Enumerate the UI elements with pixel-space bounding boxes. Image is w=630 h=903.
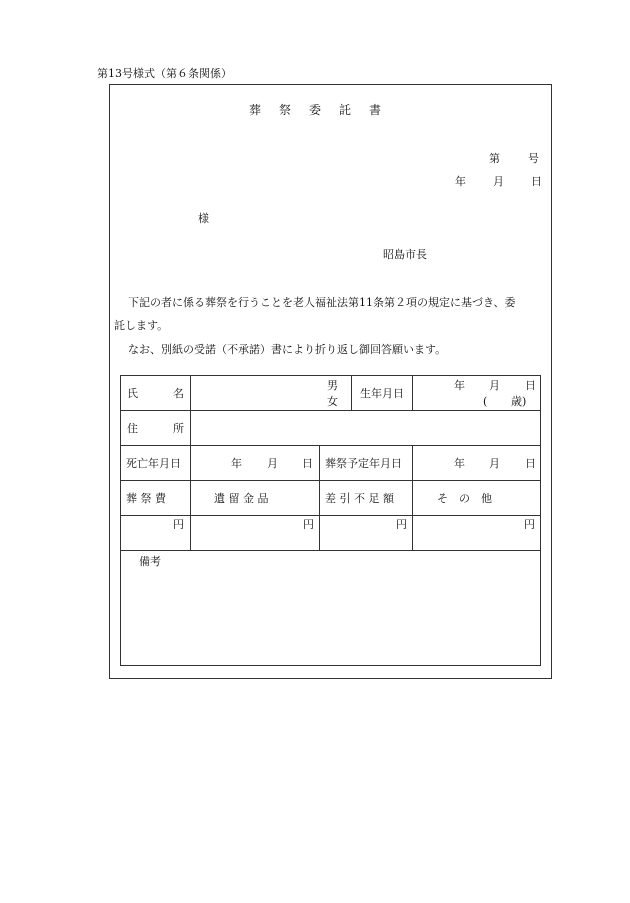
sex-male: 男	[327, 379, 338, 392]
number-suffix: 号	[528, 152, 539, 165]
addressee-suffix: 様	[198, 212, 209, 225]
name-label-2: 名	[173, 387, 184, 400]
sex-female: 女	[327, 395, 338, 408]
body-text-line-1: 下記の者に係る葬祭を行うことを老人福祉法第11条第２項の規定に基づき、委	[128, 296, 516, 309]
other-label: そ の 他	[437, 492, 492, 505]
document-title	[0, 104, 630, 116]
yen-unit: 円	[303, 518, 314, 531]
birth-date-label: 生年月日	[360, 387, 404, 400]
death-year: 年	[231, 457, 242, 470]
name-label-1: 氏	[127, 387, 138, 400]
table-col-divider	[351, 375, 352, 410]
table-col-divider	[190, 410, 191, 445]
title-char: 書	[369, 103, 382, 117]
death-date-label: 死亡年月日	[126, 457, 181, 470]
birth-month: 月	[489, 379, 500, 392]
table-row-divider	[120, 410, 541, 411]
death-day: 日	[302, 457, 313, 470]
document-number-line	[489, 153, 539, 164]
table-col-divider	[319, 445, 320, 550]
table-row-divider	[120, 445, 541, 446]
table-col-divider	[412, 375, 413, 410]
title-char: 託	[339, 103, 352, 117]
remarks-label: 備考	[139, 555, 161, 568]
table-col-divider	[190, 445, 191, 550]
remains-label: 遺 留 金 品	[214, 492, 269, 505]
table-col-divider	[190, 375, 191, 410]
yen-unit: 円	[396, 518, 407, 531]
issue-year: 年	[455, 175, 466, 188]
body-text-line-3: なお、別紙の受諾（不承諾）書により折り返し御回答願います。	[128, 343, 447, 356]
form-number-label: 第13号様式（第６条関係）	[97, 67, 232, 80]
funeral-date-label: 葬祭予定年月日	[325, 457, 402, 470]
number-prefix: 第	[489, 152, 500, 165]
issue-day: 日	[531, 175, 542, 188]
funeral-month: 月	[489, 457, 500, 470]
age-unit: 歳)	[511, 395, 527, 408]
death-month: 月	[267, 457, 278, 470]
table-col-divider	[412, 445, 413, 550]
issue-date-line	[455, 176, 542, 187]
yen-unit: 円	[524, 518, 535, 531]
title-char: 葬	[248, 103, 261, 117]
body-text-line-2: 託します。	[114, 319, 169, 332]
funeral-year: 年	[454, 457, 465, 470]
shortfall-label: 差 引 不 足 額	[325, 492, 394, 505]
issuer-name: 昭島市長	[383, 248, 427, 261]
address-label-2: 所	[173, 422, 184, 435]
table-row-divider	[120, 515, 541, 516]
table-row-divider	[120, 480, 541, 481]
age-paren-open: (	[483, 395, 488, 408]
issue-month: 月	[493, 175, 504, 188]
funeral-expense-label: 葬 祭 費	[126, 492, 166, 505]
title-char: 祭	[278, 103, 291, 117]
yen-unit: 円	[173, 518, 184, 531]
table-row-divider	[120, 550, 541, 551]
funeral-day: 日	[525, 457, 536, 470]
birth-day: 日	[525, 379, 536, 392]
address-label-1: 住	[127, 422, 138, 435]
title-char: 委	[308, 103, 321, 117]
birth-year: 年	[454, 379, 465, 392]
